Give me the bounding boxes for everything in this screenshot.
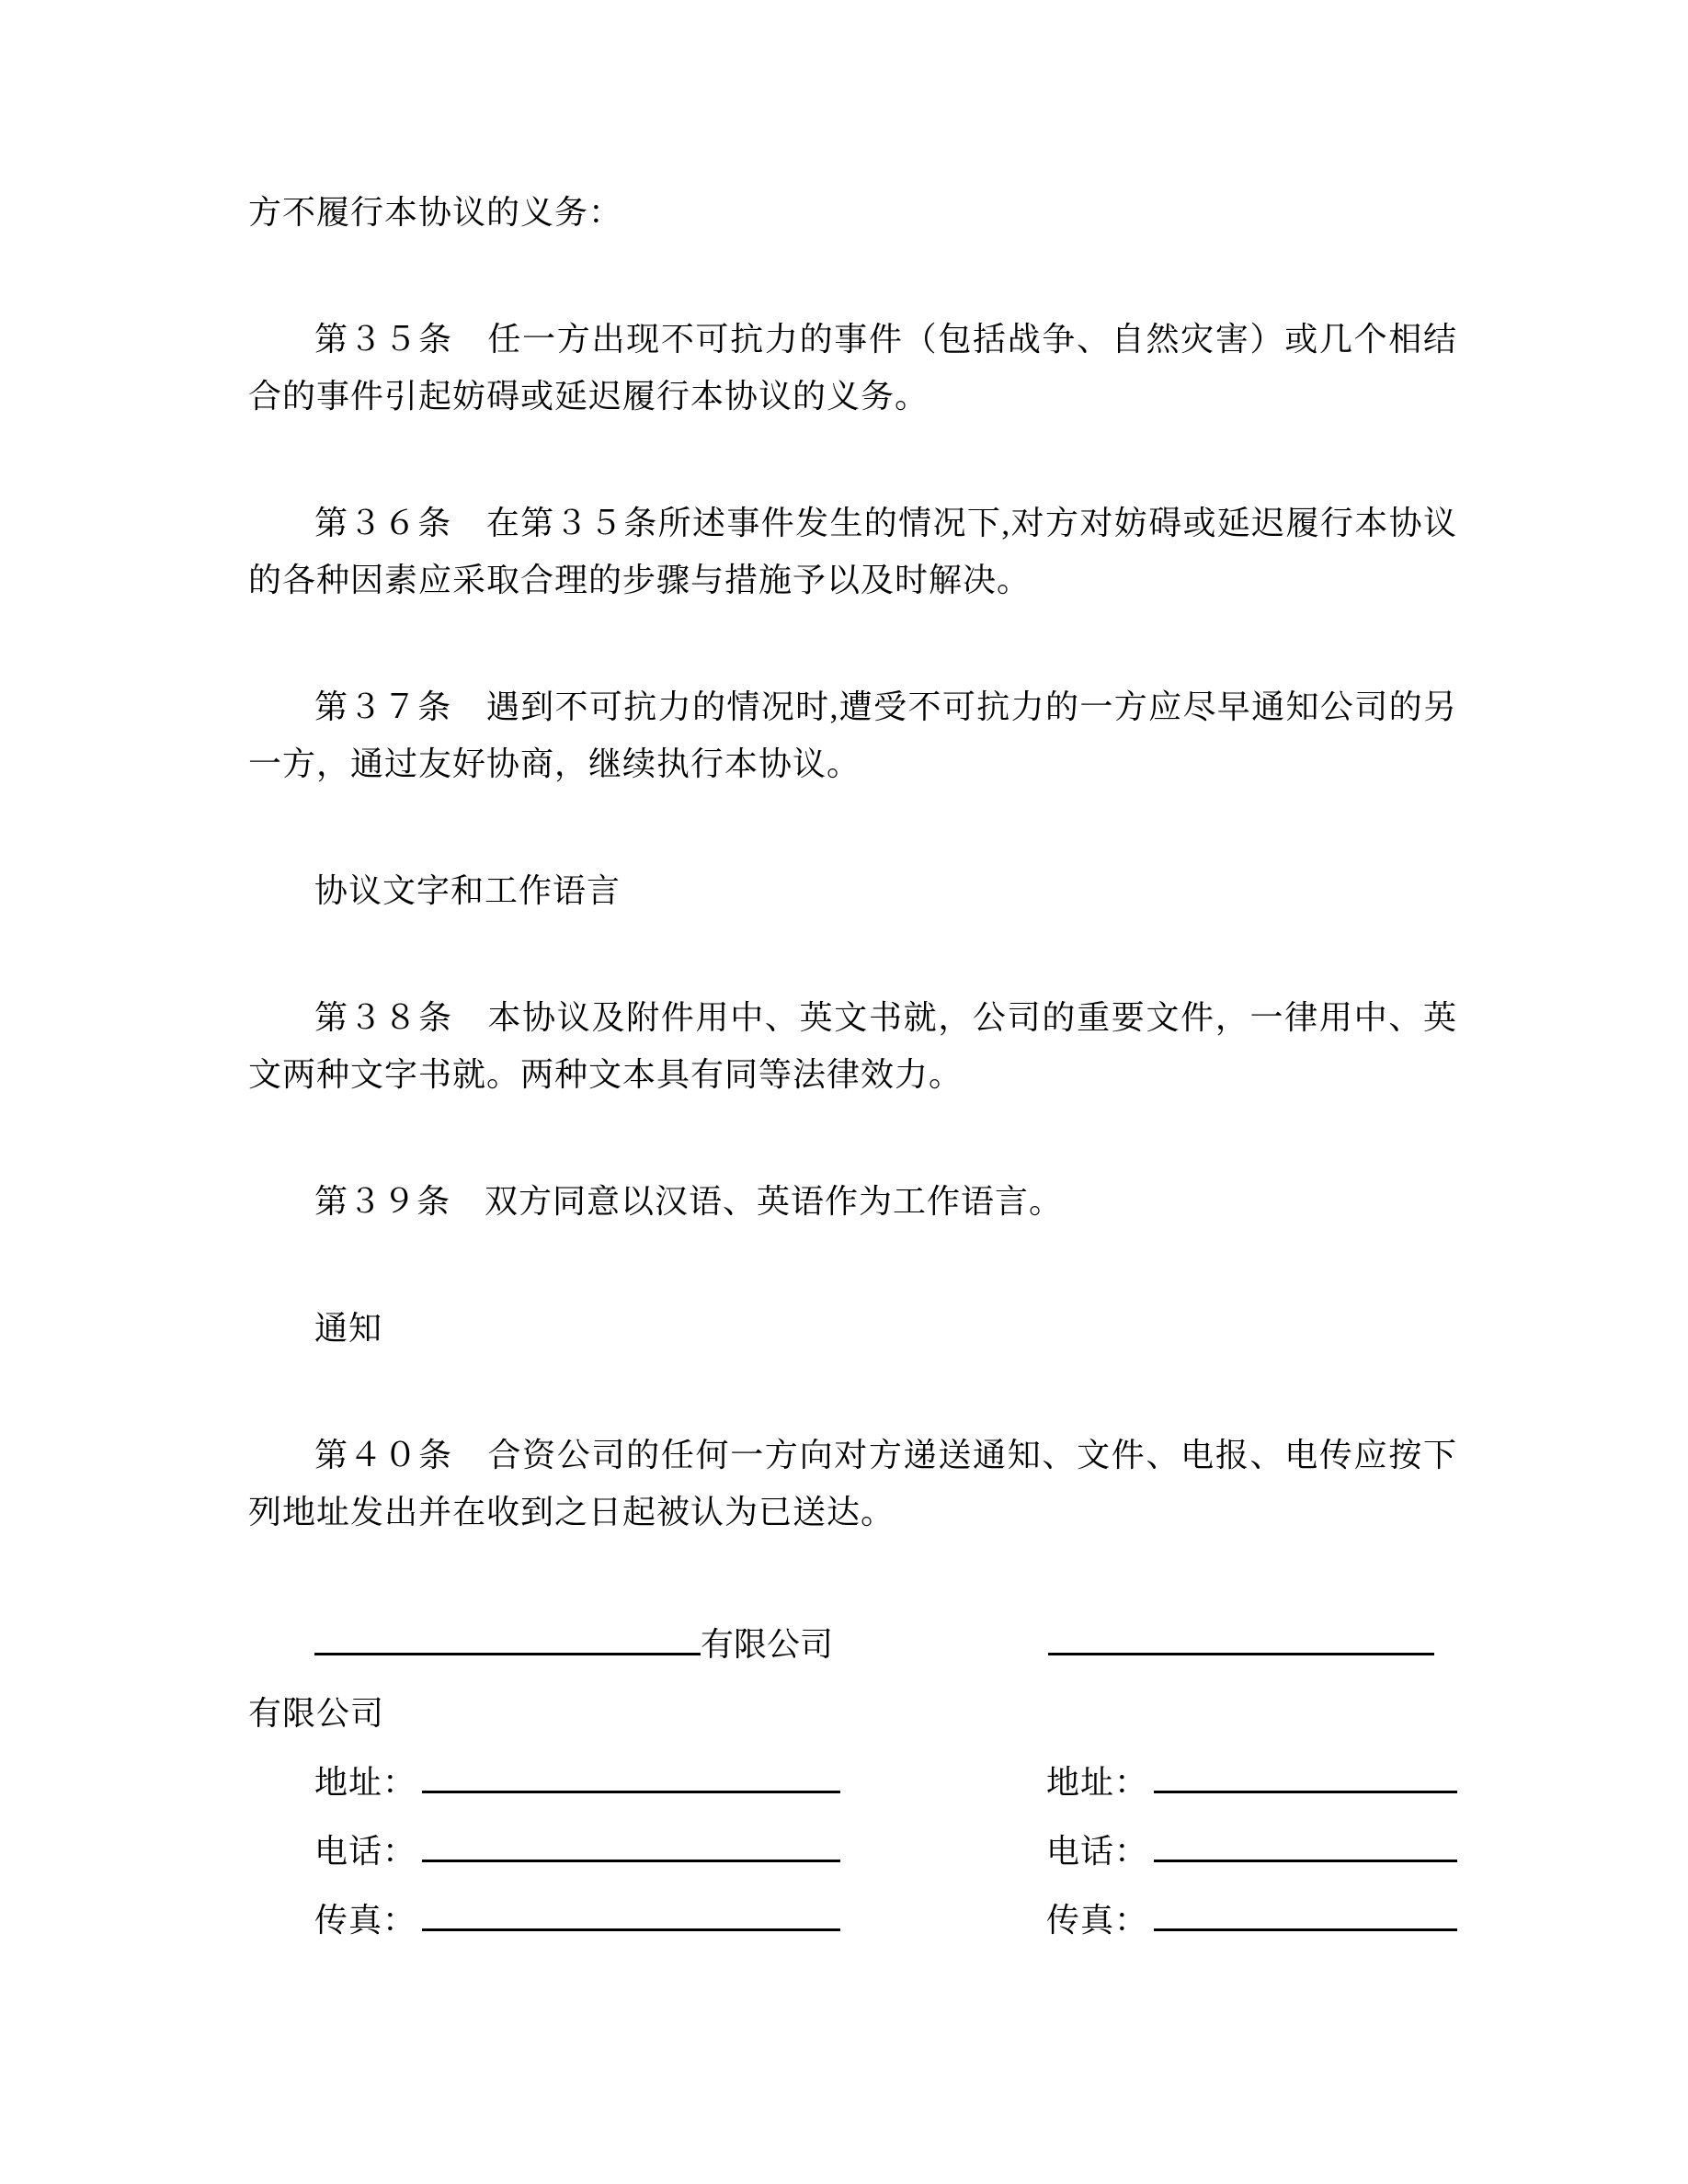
fax-blank-right[interactable]	[1154, 1919, 1457, 1931]
paragraph-article-37: 第３７条 遇到不可抗力的情况时,遭受不可抗力的一方应尽早通知公司的另一方，通过友好协商，继续执行本协议。	[248, 688, 1457, 782]
company-suffix-left: 有限公司	[701, 1626, 834, 1663]
fax-blank-left[interactable]	[422, 1919, 840, 1931]
fax-label-left: 传真：	[314, 1902, 417, 1939]
company-name-blank-left[interactable]	[314, 1644, 701, 1655]
company-name-left-group	[314, 1610, 833, 1679]
address-label-right: 地址：	[1045, 1764, 1148, 1801]
fax-right-group	[1046, 1886, 1457, 1955]
paragraph-continuation: 方不履行本协议的义务：	[248, 194, 623, 231]
phone-right-group	[1046, 1817, 1457, 1886]
phone-label-left: 电话：	[314, 1833, 417, 1870]
address-blank-right[interactable]	[1154, 1781, 1457, 1793]
phone-left-group	[314, 1817, 840, 1886]
phone-label-right: 电话：	[1045, 1833, 1148, 1870]
paragraph-article-36: 第３６条 在第３５条所述事件发生的情况下,对方对妨碍或延迟履行本协议的各种因素应采取合理的步骤与措施予以及时解决。	[248, 505, 1457, 598]
heading-language-section: 协议文字和工作语言	[314, 872, 622, 909]
address-right-group	[1046, 1748, 1457, 1817]
company-name-row	[248, 1610, 1457, 1679]
company-suffix-wrapped: 有限公司	[248, 1695, 385, 1732]
contact-row-fax	[248, 1886, 1457, 1955]
address-label-left: 地址：	[314, 1764, 417, 1801]
paragraph-article-38: 第３８条 本协议及附件用中、英文书就，公司的重要文件，一律用中、英文两种文字书就。两种文本具有同等法律效力。	[248, 999, 1457, 1093]
paragraph-article-39: 第３９条 双方同意以汉语、英语作为工作语言。	[314, 1183, 1064, 1220]
address-blank-left[interactable]	[422, 1781, 840, 1793]
fax-label-right: 传真：	[1045, 1902, 1148, 1939]
paragraph-article-35: 第３５条 任一方出现不可抗力的事件（包括战争、自然灾害）或几个相结合的事件引起妨碍或延迟履行本协议的义务。	[248, 321, 1457, 415]
contact-row-address	[248, 1748, 1457, 1817]
address-left-group	[314, 1748, 840, 1817]
heading-notice-section: 通知	[314, 1310, 383, 1347]
phone-blank-left[interactable]	[422, 1850, 840, 1862]
document-content	[248, 184, 1457, 1955]
fax-left-group	[314, 1886, 840, 1955]
paragraph-article-40: 第４０条 合资公司的任何一方向对方递送通知、文件、电报、电传应按下列地址发出并在收到之日起被认为已送达。	[248, 1437, 1457, 1530]
phone-blank-right[interactable]	[1154, 1850, 1457, 1862]
contact-row-phone	[248, 1817, 1457, 1886]
company-name-blank-right[interactable]	[1048, 1644, 1434, 1655]
